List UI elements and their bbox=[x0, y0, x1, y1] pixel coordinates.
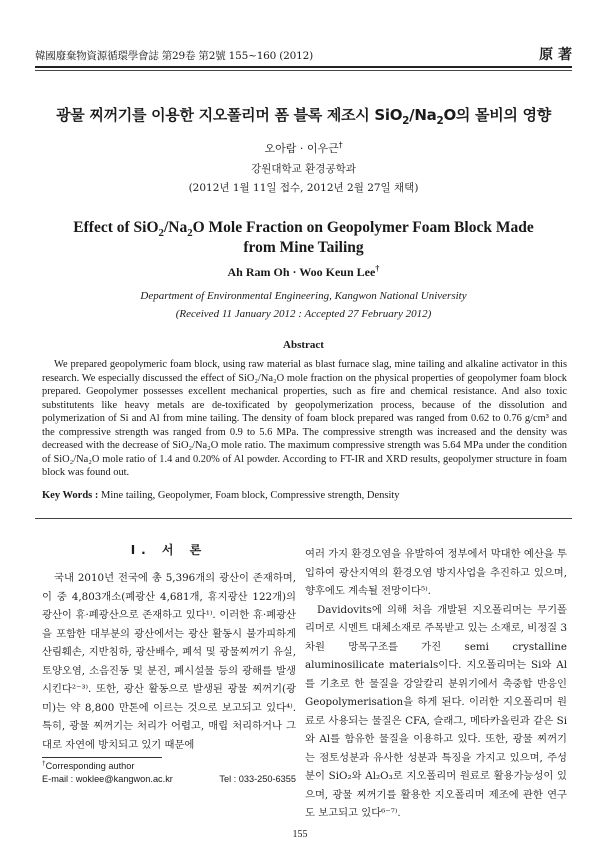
english-title-line2: from Mine Tailing bbox=[243, 239, 364, 256]
journal-header bbox=[35, 46, 572, 66]
korean-title: 광물 찌꺼기를 이용한 지오폴리머 폼 블록 제조시 $SiO_2/Na_2O$의 몰비의 영향 bbox=[56, 106, 551, 127]
header-rule-thin bbox=[35, 70, 572, 71]
abstract-divider bbox=[35, 518, 572, 519]
journal-citation: 韓國廢棄物資源循環學會誌 第29卷 第2號 155~160 (2012) bbox=[35, 50, 313, 62]
footnote-contact bbox=[42, 774, 296, 784]
right-column bbox=[305, 545, 567, 823]
abstract-text: We prepared geopolymeric foam block, using raw material as blast furnace slag, mine tailing and alkaline activator in this research. We especially discussed the effect of SiO₂/Na₂O mole fraction on the physical properties of geopolymer foam block prepared. Geopolymer possesses excellent mechanical properties, such as fire and chemical resistance. And also toxic substitutents like heavy metals are de-toxificated by geopolymerization process, because of the dissolution and polymerization of Si and Al from mine tailing. The density of foam block prepared was ranged from 0.62 to 0.76 g/cm³ and the compressive strength was ranged from 0.9 to 5.6 MPa. The compressive strength was increased and the density was decreased with the decrease of SiO₂/Na₂O mole ratio. The maximum compressive strength was 5.64 MPa under the condition of SiO₂/Na₂O mole ratio of 1.4 and 0.20% of Al powder. According to FT-IR and XRD results, geopolymer structure in foam block was found out. bbox=[42, 359, 567, 478]
header-rule-thick bbox=[35, 66, 572, 68]
english-title bbox=[35, 218, 572, 258]
korean-affiliation: 강원대학교 환경공학과 bbox=[251, 163, 356, 175]
korean-authors: 오아람 · 이우근† bbox=[264, 140, 343, 155]
keywords bbox=[42, 490, 567, 501]
keywords-label: Key Words : bbox=[42, 490, 99, 501]
section-heading-introduction: I. 서 론 bbox=[130, 543, 208, 557]
footnote-email: E-mail : woklee@kangwon.ac.kr bbox=[42, 774, 173, 784]
page-number: 155 bbox=[292, 829, 308, 840]
body-paragraph: 국내 2010년 전국에 총 5,396개의 광산이 존재하며, 이 중 4,803개소(폐광산 4,681개, 휴지광산 122개)의 광산이 휴·폐광산으로 존재하고 있다¹⁾. 이러한 휴·폐광산을 포함한 대부분의 광산에서는 광산 활동시 불가피하게 산림훼손, 지반침하, 광산배수, 폐석 및 광물찌꺼기 유실, 토양오염, 소음진동 및 분진, 폐시설물 등의 광해를 발생 시킨다²⁻³⁾. 또한, 광산 활동으로 발생된 광물 찌꺼기(광미)는 약 8,800 만톤에 이르는 것으로 보고되고 있다⁴⁾. 특히, 광물 찌꺼기는 처리가 어렵고, 매립 처리하거나 그대로 자연에 방치되고 있기 때문에 bbox=[42, 572, 296, 751]
english-title-line1: Effect of $SiO_2/Na_2O$ Mole Fraction on Geopolymer Foam Block Made bbox=[73, 219, 534, 240]
footnote-tel: Tel : 033-250-6355 bbox=[219, 774, 296, 784]
footnote-corresponding: †Corresponding author bbox=[42, 759, 135, 771]
footnote-rule bbox=[42, 757, 162, 758]
body-paragraph: 여러 가지 환경오염을 유발하여 정부에서 막대한 예산을 투입하여 광산지역의 환경오염 방지사업을 추진하고 있으며, 향후에도 계속될 전망이다⁵⁾. bbox=[305, 548, 567, 597]
english-authors: Ah Ram Oh · Woo Keun Lee† bbox=[227, 264, 380, 279]
english-dates: (Received 11 January 2012 : Accepted 27 February 2012) bbox=[175, 308, 432, 320]
left-column bbox=[42, 569, 296, 754]
abstract-heading: Abstract bbox=[283, 339, 324, 351]
article-type-badge: 原 著 bbox=[539, 47, 572, 63]
korean-dates: (2012년 1월 11일 접수, 2012년 2월 27일 채택) bbox=[188, 182, 419, 194]
keywords-text: Mine tailing, Geopolymer, Foam block, Compressive strength, Density bbox=[98, 490, 400, 501]
english-affiliation: Department of Environmental Engineering, Kangwon National University bbox=[140, 290, 467, 302]
body-paragraph: Davidovits에 의해 처음 개발된 지오폴리머는 무기폴리머로 시멘트 대체소재로 주목받고 있는 소재로, 비정질 3차원 망목구조를 가진 semi crystalline aluminosilicate materials이다. 지오폴리머는 Si와 Al를 기초로 한 물질을 강알칼리 분위기에서 축중합 반응인 Geopolymerisation을 하게 된다. 이러한 지오폴리머 원료로 사용되는 물질은 CFA, 슬래그, 메타카올린과 같은 Si와 Al를 함유한 물질을 이용하고 있다. 또한, 광물 찌꺼기는 점토성분과 유사한 성분과 특징을 가지고 있으며, 주성분이 SiO₂와 Al₂O₃로 지오폴리머 원료로 활용가능성이 있으며, 광물 찌꺼기를 활용한 지오폴리머 제조에 관한 연구도 보고되고 있다⁶⁻⁷⁾. bbox=[305, 603, 567, 819]
